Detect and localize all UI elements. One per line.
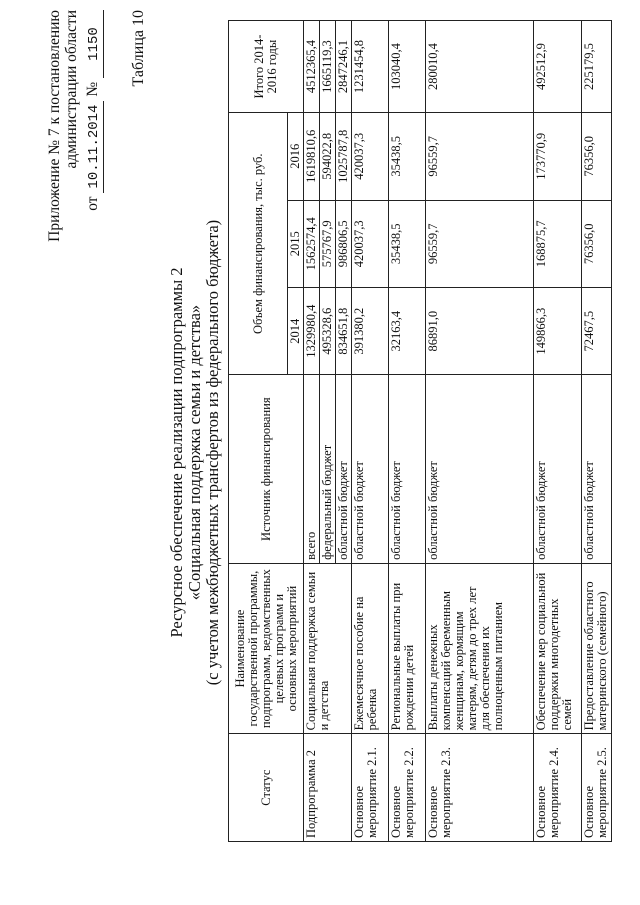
cell-source: всего xyxy=(304,375,320,563)
cell-2014: 149866,3 xyxy=(534,287,582,374)
table-row xyxy=(352,21,389,842)
appendix-date-line xyxy=(84,10,104,275)
header-row xyxy=(229,21,288,842)
appendix-line-1: Приложение № 7 к постановлению xyxy=(46,10,63,242)
cell-2015: 96559,7 xyxy=(426,200,534,287)
cell-2016: 594022,8 xyxy=(320,113,336,200)
cell-2015: 420037,3 xyxy=(352,200,389,287)
resolution-date: 10.11.2014 xyxy=(86,101,104,193)
funding-table xyxy=(228,20,612,842)
cell-total: 4512365,4 xyxy=(304,21,320,113)
cell-2016: 1619810,6 xyxy=(304,113,320,200)
cell-2016: 35438,5 xyxy=(389,113,426,200)
title-line-1: Ресурсное обеспечение реализации подпрограммы 2 xyxy=(167,267,186,638)
cell-2014: 495328,6 xyxy=(320,287,336,374)
cell-2016: 173770,9 xyxy=(534,113,582,200)
date-prefix: от xyxy=(84,196,101,211)
cell-2015: 1562574,4 xyxy=(304,200,320,287)
header-status: Статус xyxy=(229,734,304,842)
cell-2014: 72467,5 xyxy=(582,287,612,374)
cell-status: Основное мероприятие 2.5. xyxy=(582,734,612,842)
cell-source: областной бюджет xyxy=(389,375,426,563)
document-title xyxy=(168,20,222,885)
cell-source: областной бюджет xyxy=(336,375,352,563)
cell-status: Основное мероприятие 2.1. xyxy=(352,734,389,842)
cell-name: Предоставление областного материнского (семейного) xyxy=(582,563,612,733)
table-row xyxy=(389,21,426,842)
cell-2014: 391380,2 xyxy=(352,287,389,374)
header-volume: Объем финансирования, тыс. руб. xyxy=(229,113,288,375)
cell-total: 280010,4 xyxy=(426,21,534,113)
cell-status: Основное мероприятие 2.3. xyxy=(426,734,534,842)
title-line-3: (с учетом межбюджетных трансфертов из федерального бюджета) xyxy=(203,219,222,686)
cell-status: Подпрограмма 2 xyxy=(304,734,352,842)
cell-2015: 76356,0 xyxy=(582,200,612,287)
appendix-header xyxy=(46,10,104,275)
cell-2015: 575767,9 xyxy=(320,200,336,287)
header-name: Наименование государственной программы, подпрограмм, ведомственных целевых программ и основных мероприятий xyxy=(229,563,304,733)
header-2014: 2014 xyxy=(288,287,304,374)
cell-2014: 86891,0 xyxy=(426,287,534,374)
cell-2016: 96559,7 xyxy=(426,113,534,200)
cell-source: федеральный бюджет xyxy=(320,375,336,563)
cell-status: Основное мероприятие 2.2. xyxy=(389,734,426,842)
table-row xyxy=(426,21,534,842)
cell-2016: 420037,3 xyxy=(352,113,389,200)
header-total: Итого 2014-2016 годы xyxy=(229,21,304,113)
cell-2016: 1025787,8 xyxy=(336,113,352,200)
appendix-line-2: администрации области xyxy=(63,10,80,169)
cell-source: областной бюджет xyxy=(426,375,534,563)
cell-2015: 986806,5 xyxy=(336,200,352,287)
cell-2015: 35438,5 xyxy=(389,200,426,287)
cell-total: 1231454,8 xyxy=(352,21,389,113)
cell-name: Обеспечение мер социальной поддержки многодетных семей xyxy=(534,563,582,733)
table-row xyxy=(534,21,582,842)
cell-name: Социальная поддержка семьи и детства xyxy=(304,563,352,733)
resolution-number: 1150 xyxy=(86,10,104,78)
cell-total: 492512,9 xyxy=(534,21,582,113)
cell-total: 225179,5 xyxy=(582,21,612,113)
cell-total: 1665119,3 xyxy=(320,21,336,113)
cell-2015: 168875,7 xyxy=(534,200,582,287)
cell-source: областной бюджет xyxy=(582,375,612,563)
cell-2014: 32163,4 xyxy=(389,287,426,374)
cell-2016: 76356,0 xyxy=(582,113,612,200)
table-row xyxy=(582,21,612,842)
cell-name: Выплаты денежных компенсаций беременным женщинам, кормящим матерям, детям до трех лет для обеспечения их полноценным питанием xyxy=(426,563,534,733)
table-label: Таблица 10 xyxy=(130,10,147,87)
title-line-2: «Социальная поддержка семьи и детства» xyxy=(185,304,204,601)
cell-name: Региональные выплаты при рождении детей xyxy=(389,563,426,733)
cell-total: 2847246,1 xyxy=(336,21,352,113)
header-2016: 2016 xyxy=(288,113,304,200)
cell-source: областной бюджет xyxy=(534,375,582,563)
number-prefix: № xyxy=(84,81,101,97)
cell-2014: 834651,8 xyxy=(336,287,352,374)
cell-source: областной бюджет xyxy=(352,375,389,563)
cell-2014: 1329980,4 xyxy=(304,287,320,374)
table-row-subprogram-total xyxy=(304,21,320,842)
cell-status: Основное мероприятие 2.4. xyxy=(534,734,582,842)
header-2015: 2015 xyxy=(288,200,304,287)
header-source: Источник финансирования xyxy=(229,375,304,563)
cell-total: 103040,4 xyxy=(389,21,426,113)
cell-name: Ежемесячное пособие на ребенка xyxy=(352,563,389,733)
